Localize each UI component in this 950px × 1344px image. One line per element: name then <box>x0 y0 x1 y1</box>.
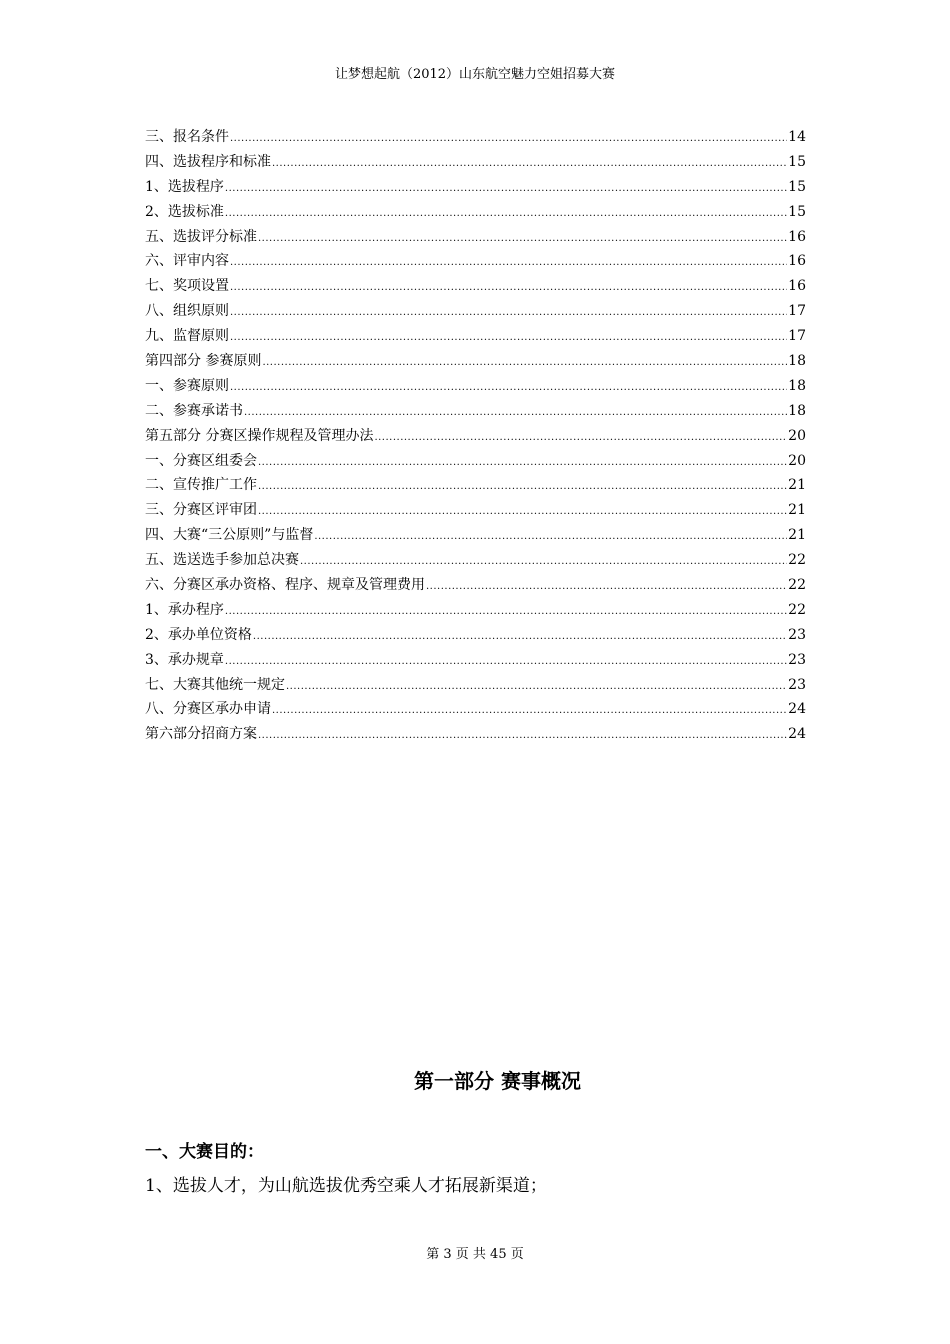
toc-entry-page: 17 <box>788 303 806 320</box>
toc-entry-page: 23 <box>788 651 806 668</box>
toc-dot-leader <box>262 349 787 376</box>
toc-entry-title: 二、宣传推广工作 <box>145 477 257 494</box>
toc-entry-page: 24 <box>788 726 806 743</box>
toc-dot-leader <box>272 150 787 177</box>
toc-dot-leader <box>286 673 787 700</box>
toc-dot-leader <box>258 498 787 525</box>
toc-entry[interactable] <box>145 175 806 200</box>
toc-entry-page: 15 <box>788 153 806 170</box>
toc-dot-leader <box>258 225 787 252</box>
toc-entry-page: 20 <box>788 452 806 469</box>
toc-dot-leader <box>258 722 787 749</box>
toc-entry-title: 六、分赛区承办资格、程序、规章及管理费用 <box>145 577 425 594</box>
toc-entry-page: 16 <box>788 253 806 270</box>
toc-entry-title: 五、选拔评分标准 <box>145 228 257 245</box>
toc-entry-page: 14 <box>788 129 806 145</box>
toc-dot-leader <box>230 274 787 301</box>
toc-entry-title: 五、选送选手参加总决赛 <box>145 552 299 569</box>
toc-entry[interactable] <box>145 548 806 573</box>
toc-entry-title: 七、大赛其他统一规定 <box>145 676 285 693</box>
toc-entry[interactable] <box>145 324 806 349</box>
toc-dot-leader <box>225 598 787 625</box>
toc-entry-title: 四、大赛“三公原则”与监督 <box>145 527 314 544</box>
toc-entry-title: 3、承办规章 <box>145 651 224 668</box>
toc-dot-leader <box>230 249 787 276</box>
toc-dot-leader <box>230 324 787 351</box>
toc-dot-leader <box>230 299 787 326</box>
toc-entry[interactable] <box>145 673 806 698</box>
toc-entry-title: 六、评审内容 <box>145 253 229 270</box>
toc-entry[interactable] <box>145 200 806 225</box>
toc-entry[interactable] <box>145 449 806 474</box>
toc-entry-page: 21 <box>788 477 806 494</box>
toc-entry[interactable] <box>145 399 806 424</box>
toc-dot-leader <box>225 648 787 675</box>
toc-entry-page: 21 <box>788 527 806 544</box>
toc-entry[interactable] <box>145 125 806 150</box>
toc-entry-page: 16 <box>788 278 806 295</box>
toc-entry-page: 18 <box>788 353 806 370</box>
toc-dot-leader <box>258 473 787 500</box>
toc-entry-title: 四、选拔程序和标准 <box>145 153 271 170</box>
toc-entry[interactable] <box>145 299 806 324</box>
toc-dot-leader <box>230 374 787 401</box>
toc-entry-title: 二、参赛承诺书 <box>145 402 243 419</box>
toc-entry-title: 一、分赛区组委会 <box>145 452 257 469</box>
section-heading: 一、大赛目的： <box>145 1142 264 1162</box>
toc-entry[interactable] <box>145 573 806 598</box>
toc-entry-title: 一、参赛原则 <box>145 377 229 394</box>
toc-entry[interactable] <box>145 498 806 523</box>
toc-entry[interactable] <box>145 374 806 399</box>
toc-entry-page: 18 <box>788 402 806 419</box>
toc-entry-page: 18 <box>788 377 806 394</box>
toc-dot-leader <box>225 175 787 202</box>
toc-entry-page: 22 <box>788 552 806 569</box>
toc-entry-page: 20 <box>788 427 806 444</box>
toc-entry[interactable] <box>145 150 806 175</box>
toc-dot-leader <box>272 697 787 724</box>
table-of-contents <box>145 125 806 747</box>
toc-entry-title: 第四部分 参赛原则 <box>145 353 262 370</box>
toc-entry-title: 八、分赛区承办申请 <box>145 701 271 718</box>
toc-entry-page: 23 <box>788 676 806 693</box>
toc-dot-leader <box>230 125 787 152</box>
toc-entry-title: 2、选拔标准 <box>145 203 224 220</box>
toc-entry-title: 1、承办程序 <box>145 601 224 618</box>
body-paragraph: 1、选拔人才，为山航选拔优秀空乘人才拓展新渠道； <box>145 1176 547 1196</box>
toc-dot-leader <box>374 424 787 451</box>
toc-entry-page: 17 <box>788 328 806 345</box>
toc-entry-title: 第五部分 分赛区操作规程及管理办法 <box>145 427 374 444</box>
toc-entry-title: 七、奖项设置 <box>145 278 229 295</box>
toc-entry-title: 八、组织原则 <box>145 303 229 320</box>
toc-dot-leader <box>314 523 787 550</box>
toc-entry[interactable] <box>145 523 806 548</box>
toc-entry[interactable] <box>145 722 806 747</box>
toc-entry-page: 15 <box>788 178 806 195</box>
toc-dot-leader <box>225 200 787 227</box>
toc-entry[interactable] <box>145 623 806 648</box>
toc-entry[interactable] <box>145 598 806 623</box>
toc-entry-title: 1、选拔程序 <box>145 178 224 195</box>
toc-entry-title: 三、分赛区评审团 <box>145 502 257 519</box>
page-footer: 第 3 页 共 45 页 <box>426 1247 524 1262</box>
toc-entry-title: 第六部分招商方案 <box>145 726 257 743</box>
toc-dot-leader <box>300 548 787 575</box>
page-header: 让梦想起航（2012）山东航空魅力空姐招募大赛 <box>334 67 616 82</box>
toc-entry[interactable] <box>145 249 806 274</box>
toc-entry[interactable] <box>145 473 806 498</box>
toc-dot-leader <box>426 573 787 600</box>
toc-entry[interactable] <box>145 648 806 673</box>
toc-entry-page: 23 <box>788 626 806 643</box>
toc-entry[interactable] <box>145 697 806 722</box>
toc-dot-leader <box>258 449 787 476</box>
toc-entry-page: 16 <box>788 228 806 245</box>
toc-entry-page: 24 <box>788 701 806 718</box>
part-heading: 第一部分 赛事概况 <box>414 1069 581 1093</box>
toc-entry[interactable] <box>145 424 806 449</box>
toc-dot-leader <box>253 623 787 650</box>
toc-entry-title: 九、监督原则 <box>145 328 229 345</box>
toc-entry-page: 22 <box>788 601 806 618</box>
toc-entry-page: 21 <box>788 502 806 519</box>
toc-entry-page: 22 <box>788 577 806 594</box>
toc-entry[interactable] <box>145 225 806 250</box>
toc-entry-title: 2、承办单位资格 <box>145 626 252 643</box>
toc-entry[interactable] <box>145 349 806 374</box>
toc-entry[interactable] <box>145 274 806 299</box>
toc-entry-page: 15 <box>788 203 806 220</box>
toc-entry-title: 三、报名条件 <box>145 129 229 145</box>
toc-dot-leader <box>244 399 787 426</box>
